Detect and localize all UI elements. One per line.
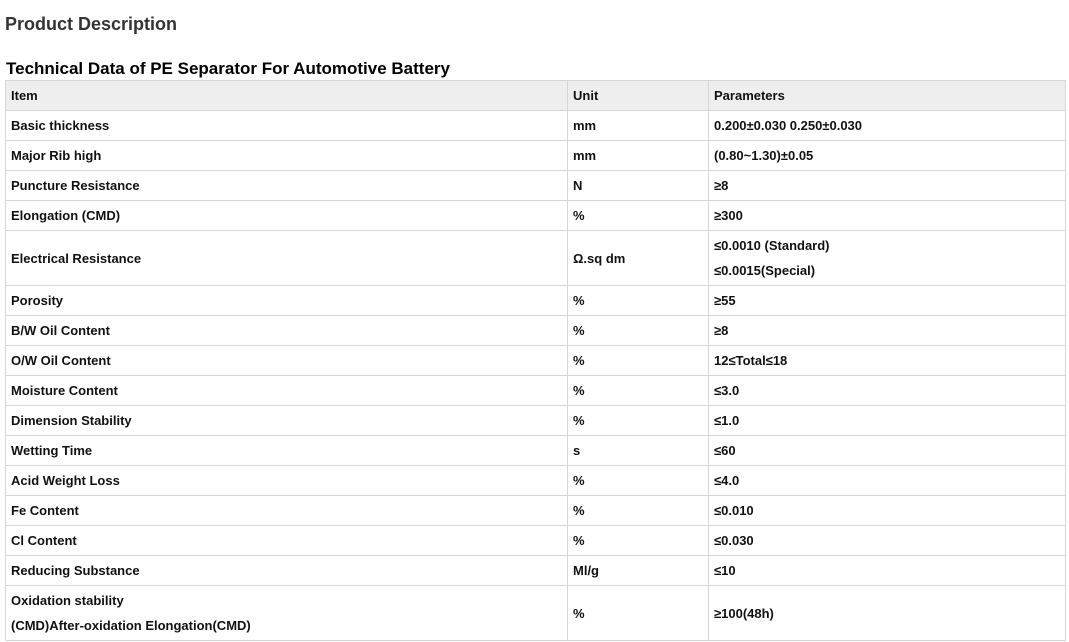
table-header-row (6, 81, 1066, 111)
item-text: Wetting Time (11, 443, 93, 458)
table-row (6, 436, 1066, 466)
table-row (6, 376, 1066, 406)
table-row (6, 586, 1066, 641)
cell-item (6, 171, 568, 201)
cell-parameters (709, 231, 1066, 286)
cell-unit: % (568, 466, 709, 496)
table-row (6, 316, 1066, 346)
parameter-text: ≥8 (714, 178, 729, 193)
cell-unit: % (568, 316, 709, 346)
cell-unit: mm (568, 111, 709, 141)
cell-unit: % (568, 586, 709, 641)
table-row (6, 466, 1066, 496)
cell-item (6, 526, 568, 556)
cell-unit: Ω.sq dm (568, 231, 709, 286)
section-title: Product Description (5, 14, 178, 34)
item-text: Acid Weight Loss (11, 473, 120, 488)
parameter-text: ≤0.030 (714, 533, 754, 548)
cell-unit: % (568, 526, 709, 556)
cell-parameters (709, 171, 1066, 201)
item-text: Oxidation stability (11, 593, 124, 608)
parameter-text: ≤60 (714, 443, 736, 458)
table-body (6, 111, 1066, 641)
item-text: Moisture Content (11, 383, 118, 398)
table-row (6, 346, 1066, 376)
parameter-text: ≤0.0015(Special) (714, 263, 816, 278)
parameter-text: ≤1.0 (714, 413, 740, 428)
cell-item (6, 406, 568, 436)
item-text: Basic thickness (11, 118, 110, 133)
cell-item (6, 346, 568, 376)
cell-parameters (709, 496, 1066, 526)
item-text: Puncture Resistance (11, 178, 140, 193)
cell-item (6, 111, 568, 141)
table-row (6, 111, 1066, 141)
cell-unit: mm (568, 141, 709, 171)
cell-unit: % (568, 201, 709, 231)
column-header-parameters: Parameters (709, 81, 1066, 111)
cell-unit: N (568, 171, 709, 201)
cell-parameters (709, 111, 1066, 141)
cell-item (6, 286, 568, 316)
cell-parameters (709, 286, 1066, 316)
cell-item (6, 436, 568, 466)
cell-unit: % (568, 376, 709, 406)
parameter-text: ≤10 (714, 563, 736, 578)
parameter-text: 12≤Total≤18 (714, 353, 788, 368)
cell-parameters (709, 556, 1066, 586)
column-header-item: Item (6, 81, 568, 111)
table-row (6, 556, 1066, 586)
spec-table (5, 80, 1066, 641)
item-text: Dimension Stability (11, 413, 132, 428)
parameter-text: ≥100(48h) (714, 605, 774, 621)
table-row (6, 496, 1066, 526)
cell-parameters (709, 346, 1066, 376)
cell-unit: Ml/g (568, 556, 709, 586)
parameter-text: 0.200±0.030 0.250±0.030 (714, 118, 863, 133)
table-row (6, 201, 1066, 231)
cell-parameters (709, 466, 1066, 496)
table-row (6, 406, 1066, 436)
parameter-text: ≥300 (714, 208, 743, 223)
table-row (6, 171, 1066, 201)
parameter-text: ≥55 (714, 293, 736, 308)
cell-parameters (709, 586, 1066, 641)
cell-item (6, 556, 568, 586)
item-text: B/W Oil Content (11, 323, 110, 338)
parameter-text: ≥8 (714, 323, 729, 338)
cell-parameters (709, 201, 1066, 231)
cell-item (6, 141, 568, 171)
item-text: Reducing Substance (11, 563, 140, 578)
parameter-text: ≤0.0010 (Standard) (714, 238, 830, 253)
cell-unit: s (568, 436, 709, 466)
item-text: (CMD)After-oxidation Elongation(CMD) (11, 618, 251, 633)
item-text: Fe Content (11, 503, 79, 518)
cell-parameters (709, 436, 1066, 466)
cell-item (6, 466, 568, 496)
cell-item (6, 231, 568, 286)
cell-unit: % (568, 346, 709, 376)
parameter-text: ≤0.010 (714, 503, 754, 518)
item-text: Cl Content (11, 533, 77, 548)
cell-parameters (709, 141, 1066, 171)
cell-parameters (709, 376, 1066, 406)
item-text: Elongation (CMD) (11, 208, 121, 223)
cell-item (6, 201, 568, 231)
cell-item (6, 586, 568, 641)
parameter-text: (0.80~1.30)±0.05 (714, 148, 814, 163)
cell-unit: % (568, 286, 709, 316)
item-text: Electrical Resistance (11, 250, 142, 266)
table-row (6, 286, 1066, 316)
table-row (6, 231, 1066, 286)
cell-parameters (709, 316, 1066, 346)
table-caption: Technical Data of PE Separator For Automotive Battery (6, 59, 450, 78)
parameter-text: ≤3.0 (714, 383, 740, 398)
parameter-text: ≤4.0 (714, 473, 740, 488)
table-row (6, 526, 1066, 556)
table-row (6, 141, 1066, 171)
cell-unit: % (568, 496, 709, 526)
cell-item (6, 496, 568, 526)
item-text: O/W Oil Content (11, 353, 111, 368)
item-text: Porosity (11, 293, 64, 308)
column-header-unit: Unit (568, 81, 709, 111)
item-text: Major Rib high (11, 148, 102, 163)
cell-item (6, 376, 568, 406)
cell-parameters (709, 406, 1066, 436)
cell-unit: % (568, 406, 709, 436)
cell-item (6, 316, 568, 346)
cell-parameters (709, 526, 1066, 556)
